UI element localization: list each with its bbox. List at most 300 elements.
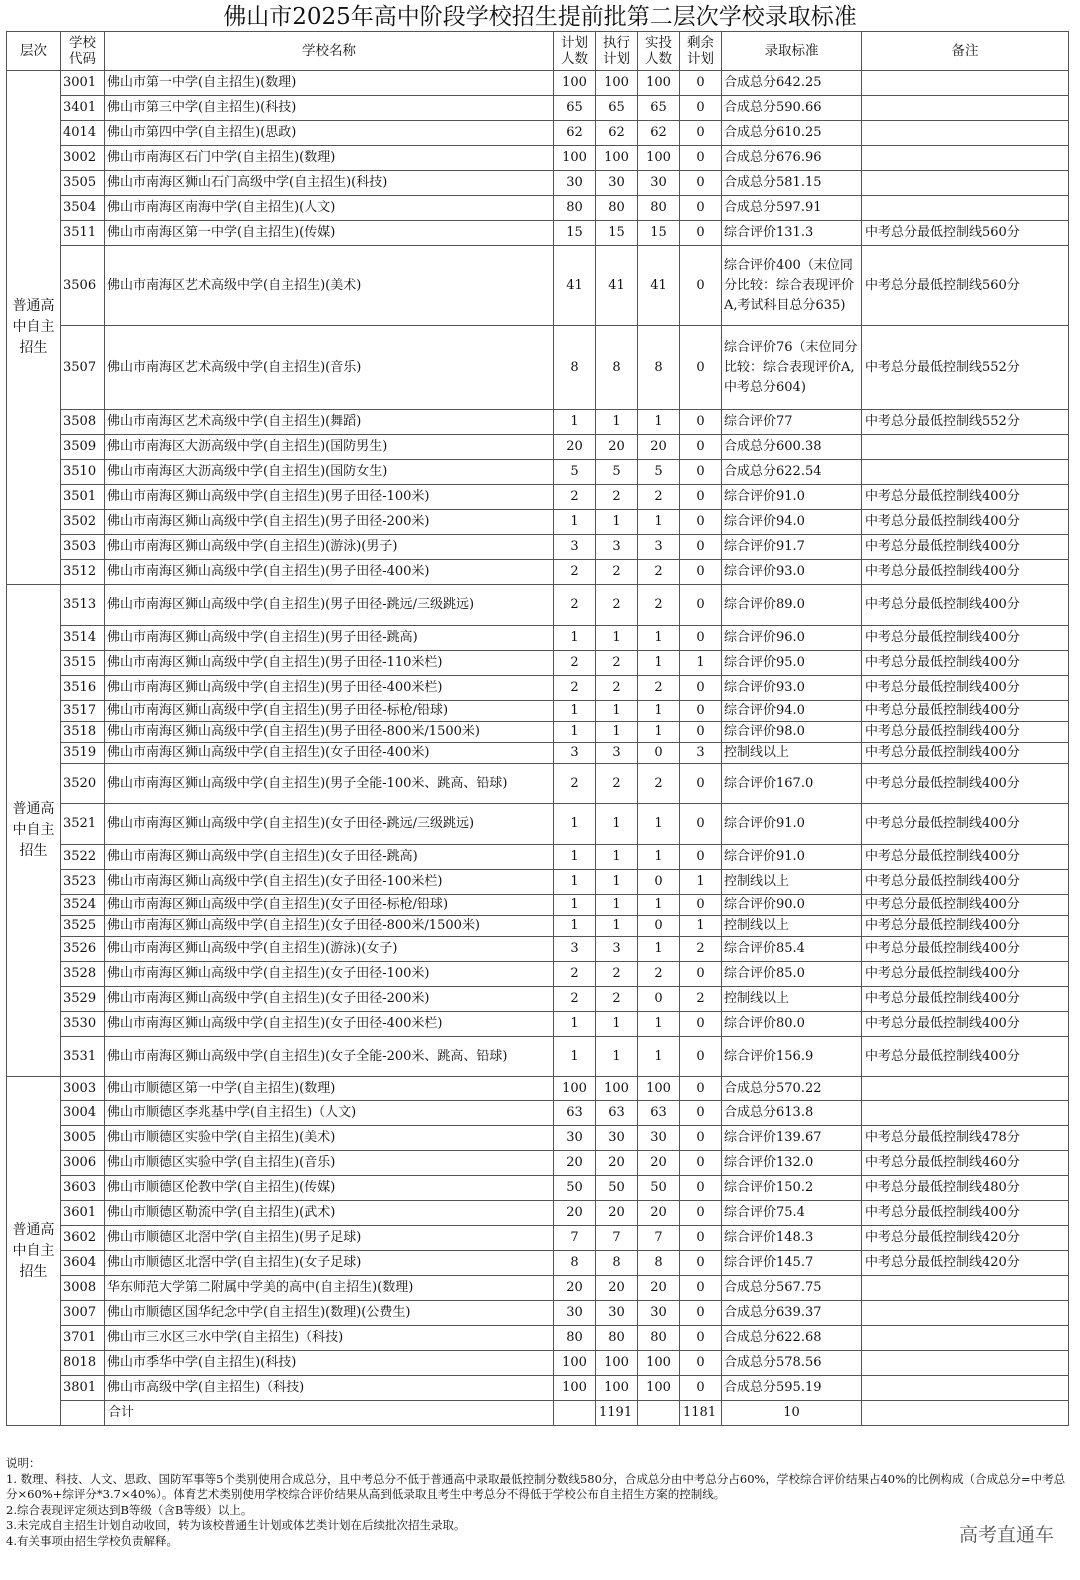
actual-count-cell: 1 xyxy=(638,722,680,743)
remaining-plan-cell: 2 xyxy=(680,937,722,962)
actual-count-cell: 100 xyxy=(638,1376,680,1401)
remaining-plan-cell: 0 xyxy=(680,722,722,743)
remaining-plan-cell: 0 xyxy=(680,221,722,246)
school-name-cell: 佛山市顺德区李兆基中学(自主招生)（人文) xyxy=(105,1101,554,1126)
exec-plan-cell: 1 xyxy=(596,701,638,722)
header-plan: 计划 人数 xyxy=(554,32,596,71)
school-code-cell: 3004 xyxy=(61,1101,105,1126)
actual-count-cell: 100 xyxy=(638,71,680,96)
plan-count-cell: 2 xyxy=(554,962,596,987)
remaining-plan-cell: 1 xyxy=(680,651,722,676)
school-name-cell: 佛山市南海区狮山高级中学(自主招生)(男子全能-100米、跳高、铅球) xyxy=(105,764,554,804)
school-code-cell: 3505 xyxy=(61,171,105,196)
school-name-cell: 佛山市南海区南海中学(自主招生)(人文) xyxy=(105,196,554,221)
actual-count-cell: 30 xyxy=(638,1301,680,1326)
remaining-plan-cell: 0 xyxy=(680,962,722,987)
admission-standard-cell: 控制线以上 xyxy=(722,916,862,937)
remaining-plan-cell: 2 xyxy=(680,987,722,1012)
plan-count-cell: 62 xyxy=(554,121,596,146)
plan-count-cell: 2 xyxy=(554,585,596,626)
exec-plan-cell: 50 xyxy=(596,1176,638,1201)
exec-plan-cell: 100 xyxy=(596,1077,638,1101)
school-name-cell: 佛山市南海区狮山高级中学(自主招生)(男子田径-400米栏) xyxy=(105,676,554,701)
actual-count-cell: 20 xyxy=(638,1151,680,1176)
exec-plan-cell: 3 xyxy=(596,535,638,560)
remaining-plan-cell: 0 xyxy=(680,1276,722,1301)
header-name: 学校名称 xyxy=(105,32,554,71)
school-name-cell: 佛山市顺德区伦教中学(自主招生)(传媒) xyxy=(105,1176,554,1201)
school-name-cell: 佛山市南海区狮山高级中学(自主招生)(男子田径-400米) xyxy=(105,560,554,585)
actual-count-cell: 1 xyxy=(638,701,680,722)
plan-count-cell: 63 xyxy=(554,1101,596,1126)
plan-count-cell: 1 xyxy=(554,510,596,535)
level-cell: 普通高中自主招生 xyxy=(7,585,61,1077)
plan-count-cell: 1 xyxy=(554,410,596,435)
school-name-cell: 佛山市南海区狮山高级中学(自主招生)(男子田径-200米) xyxy=(105,510,554,535)
remark-cell: 中考总分最低控制线400分 xyxy=(862,743,1069,764)
table-row xyxy=(7,1176,1069,1201)
school-name-cell: 佛山市第一中学(自主招生)(数理) xyxy=(105,71,554,96)
school-code-cell: 3604 xyxy=(61,1251,105,1276)
remark-cell: 中考总分最低控制线400分 xyxy=(862,651,1069,676)
actual-count-cell: 0 xyxy=(638,870,680,895)
exec-plan-cell: 100 xyxy=(596,146,638,171)
school-name-cell: 佛山市顺德区实验中学(自主招生)(美术) xyxy=(105,1126,554,1151)
remark-cell: 中考总分最低控制线400分 xyxy=(862,585,1069,626)
actual-count-cell: 0 xyxy=(638,743,680,764)
remark-cell: 中考总分最低控制线552分 xyxy=(862,410,1069,435)
total-exec-cell xyxy=(638,1401,680,1426)
table-row xyxy=(7,1276,1069,1301)
actual-count-cell: 0 xyxy=(638,987,680,1012)
school-code-cell: 3525 xyxy=(61,916,105,937)
remark-cell: 中考总分最低控制线420分 xyxy=(862,1226,1069,1251)
plan-count-cell: 1 xyxy=(554,804,596,845)
remaining-plan-cell: 0 xyxy=(680,845,722,870)
admission-standard-cell: 合成总分642.25 xyxy=(722,71,862,96)
table-row xyxy=(7,1326,1069,1351)
exec-plan-cell: 1 xyxy=(596,1012,638,1037)
table-row xyxy=(7,535,1069,560)
header-standard: 录取标准 xyxy=(722,32,862,71)
remark-cell xyxy=(862,1351,1069,1376)
remaining-plan-cell: 0 xyxy=(680,196,722,221)
table-row xyxy=(7,1301,1069,1326)
exec-plan-cell: 1 xyxy=(596,1037,638,1077)
admission-standard-cell: 合成总分613.8 xyxy=(722,1101,862,1126)
remark-cell xyxy=(862,196,1069,221)
school-code-cell: 3601 xyxy=(61,1201,105,1226)
plan-count-cell: 5 xyxy=(554,460,596,485)
table-row xyxy=(7,585,1069,626)
school-code-cell: 3503 xyxy=(61,535,105,560)
school-name-cell: 佛山市南海区狮山高级中学(自主招生)(女子田径-跳高) xyxy=(105,845,554,870)
school-code-cell: 3511 xyxy=(61,221,105,246)
actual-count-cell: 1 xyxy=(638,510,680,535)
table-row xyxy=(7,410,1069,435)
admission-standard-cell: 综合评价94.0 xyxy=(722,510,862,535)
admission-standard-cell: 综合评价93.0 xyxy=(722,560,862,585)
remark-cell xyxy=(862,96,1069,121)
exec-plan-cell: 20 xyxy=(596,435,638,460)
plan-count-cell: 2 xyxy=(554,485,596,510)
remaining-plan-cell: 0 xyxy=(680,1151,722,1176)
plan-count-cell: 100 xyxy=(554,146,596,171)
admission-standard-cell: 综合评价76（末位同分比较：综合表现评价A,中考总分604) xyxy=(722,326,862,410)
remaining-plan-cell: 0 xyxy=(680,435,722,460)
remark-cell: 中考总分最低控制线400分 xyxy=(862,845,1069,870)
total-actual-cell: 1181 xyxy=(680,1401,722,1426)
remark-cell: 中考总分最低控制线478分 xyxy=(862,1126,1069,1151)
plan-count-cell: 1 xyxy=(554,701,596,722)
table-row xyxy=(7,626,1069,651)
table-row xyxy=(7,1101,1069,1126)
plan-count-cell: 1 xyxy=(554,1037,596,1077)
actual-count-cell: 50 xyxy=(638,1176,680,1201)
admission-standard-cell: 合成总分578.56 xyxy=(722,1351,862,1376)
actual-count-cell: 2 xyxy=(638,676,680,701)
exec-plan-cell: 15 xyxy=(596,221,638,246)
plan-count-cell: 8 xyxy=(554,1251,596,1276)
school-code-cell: 3531 xyxy=(61,1037,105,1077)
actual-count-cell: 8 xyxy=(638,326,680,410)
plan-count-cell: 1 xyxy=(554,916,596,937)
table-row xyxy=(7,1201,1069,1226)
table-row xyxy=(7,804,1069,845)
actual-count-cell: 0 xyxy=(638,916,680,937)
table-row xyxy=(7,1077,1069,1101)
remark-cell: 中考总分最低控制线400分 xyxy=(862,701,1069,722)
remark-cell: 中考总分最低控制线552分 xyxy=(862,326,1069,410)
remaining-plan-cell: 0 xyxy=(680,895,722,916)
remark-cell xyxy=(862,460,1069,485)
school-code-cell: 3529 xyxy=(61,987,105,1012)
note-item: 4.有关事项由招生学校负责解释。 xyxy=(6,1533,178,1548)
actual-count-cell: 20 xyxy=(638,1276,680,1301)
remaining-plan-cell: 0 xyxy=(680,510,722,535)
school-code-cell: 3002 xyxy=(61,146,105,171)
actual-count-cell: 1 xyxy=(638,626,680,651)
exec-plan-cell: 30 xyxy=(596,1126,638,1151)
admission-standard-cell: 综合评价91.0 xyxy=(722,845,862,870)
plan-count-cell: 65 xyxy=(554,96,596,121)
plan-count-cell: 1 xyxy=(554,895,596,916)
school-code-cell: 3510 xyxy=(61,460,105,485)
table-row xyxy=(7,1037,1069,1077)
school-code-cell: 3506 xyxy=(61,246,105,326)
plan-count-cell: 3 xyxy=(554,937,596,962)
exec-plan-cell: 63 xyxy=(596,1101,638,1126)
school-code-cell: 3509 xyxy=(61,435,105,460)
remaining-plan-cell: 0 xyxy=(680,326,722,410)
total-standard-cell xyxy=(862,1401,1069,1426)
school-code-cell: 3530 xyxy=(61,1012,105,1037)
admission-standard-cell: 综合评价150.2 xyxy=(722,1176,862,1201)
remark-cell: 中考总分最低控制线400分 xyxy=(862,1201,1069,1226)
actual-count-cell: 8 xyxy=(638,1251,680,1276)
admission-standard-cell: 综合评价89.0 xyxy=(722,585,862,626)
table-row xyxy=(7,722,1069,743)
school-code-cell: 3801 xyxy=(61,1376,105,1401)
header-remark: 备注 xyxy=(862,32,1069,71)
actual-count-cell: 2 xyxy=(638,962,680,987)
exec-plan-cell: 2 xyxy=(596,764,638,804)
remaining-plan-cell: 0 xyxy=(680,121,722,146)
level-cell: 普通高中自主招生 xyxy=(7,1077,61,1426)
plan-count-cell: 30 xyxy=(554,1301,596,1326)
table-row xyxy=(7,485,1069,510)
exec-plan-cell: 100 xyxy=(596,1376,638,1401)
admission-standard-cell: 控制线以上 xyxy=(722,987,862,1012)
plan-count-cell: 2 xyxy=(554,676,596,701)
actual-count-cell: 62 xyxy=(638,121,680,146)
school-name-cell: 佛山市南海区狮山高级中学(自主招生)(男子田径-跳远/三级跳远) xyxy=(105,585,554,626)
remark-cell: 中考总分最低控制线400分 xyxy=(862,676,1069,701)
school-code-cell: 3524 xyxy=(61,895,105,916)
remark-cell xyxy=(862,1101,1069,1126)
plan-count-cell: 2 xyxy=(554,987,596,1012)
remark-cell: 中考总分最低控制线400分 xyxy=(862,895,1069,916)
admission-standard-cell: 合成总分595.19 xyxy=(722,1376,862,1401)
school-name-cell: 佛山市顺德区实验中学(自主招生)(音乐) xyxy=(105,1151,554,1176)
remaining-plan-cell: 0 xyxy=(680,246,722,326)
admission-standard-cell: 合成总分570.22 xyxy=(722,1077,862,1101)
table-row xyxy=(7,171,1069,196)
admission-standard-cell: 综合评价139.67 xyxy=(722,1126,862,1151)
remaining-plan-cell: 0 xyxy=(680,1326,722,1351)
table-row xyxy=(7,121,1069,146)
remark-cell: 中考总分最低控制线560分 xyxy=(862,246,1069,326)
actual-count-cell: 1 xyxy=(638,651,680,676)
remaining-plan-cell: 0 xyxy=(680,460,722,485)
exec-plan-cell: 3 xyxy=(596,937,638,962)
admission-standard-cell: 综合评价98.0 xyxy=(722,722,862,743)
plan-count-cell: 20 xyxy=(554,435,596,460)
actual-count-cell: 1 xyxy=(638,804,680,845)
total-row xyxy=(7,1401,1069,1426)
school-name-cell: 佛山市南海区狮山高级中学(自主招生)(女子田径-800米/1500米) xyxy=(105,916,554,937)
table-row xyxy=(7,651,1069,676)
school-name-cell: 佛山市南海区艺术高级中学(自主招生)(音乐) xyxy=(105,326,554,410)
actual-count-cell: 80 xyxy=(638,196,680,221)
table-row xyxy=(7,1351,1069,1376)
remaining-plan-cell: 3 xyxy=(680,743,722,764)
remaining-plan-cell: 0 xyxy=(680,535,722,560)
remaining-plan-cell: 0 xyxy=(680,96,722,121)
table-row xyxy=(7,196,1069,221)
remaining-plan-cell: 0 xyxy=(680,171,722,196)
header-exec: 执行 计划 xyxy=(596,32,638,71)
plan-count-cell: 100 xyxy=(554,1351,596,1376)
note-item: 2.综合表现评定须达到B等级（含B等级）以上。 xyxy=(6,1502,253,1517)
table-row xyxy=(7,1376,1069,1401)
school-code-cell: 3006 xyxy=(61,1151,105,1176)
actual-count-cell: 1 xyxy=(638,895,680,916)
exec-plan-cell: 2 xyxy=(596,651,638,676)
remaining-plan-cell: 0 xyxy=(680,626,722,651)
school-code-cell: 3518 xyxy=(61,722,105,743)
exec-plan-cell: 5 xyxy=(596,460,638,485)
exec-plan-cell: 1 xyxy=(596,804,638,845)
school-name-cell: 佛山市顺德区北滘中学(自主招生)(女子足球) xyxy=(105,1251,554,1276)
school-code-cell: 3521 xyxy=(61,804,105,845)
remaining-plan-cell: 0 xyxy=(680,1176,722,1201)
school-code-cell: 3504 xyxy=(61,196,105,221)
school-name-cell: 佛山市南海区狮山高级中学(自主招生)(男子田径-110米栏) xyxy=(105,651,554,676)
plan-count-cell: 2 xyxy=(554,560,596,585)
plan-count-cell: 2 xyxy=(554,651,596,676)
table-row xyxy=(7,96,1069,121)
remaining-plan-cell: 0 xyxy=(680,701,722,722)
table-row xyxy=(7,676,1069,701)
admission-standard-cell: 合成总分639.37 xyxy=(722,1301,862,1326)
remark-cell: 中考总分最低控制线400分 xyxy=(862,485,1069,510)
remark-cell xyxy=(862,121,1069,146)
admission-standard-cell: 合成总分597.91 xyxy=(722,196,862,221)
admission-standard-cell: 综合评价95.0 xyxy=(722,651,862,676)
actual-count-cell: 1 xyxy=(638,410,680,435)
remark-cell: 中考总分最低控制线400分 xyxy=(862,1012,1069,1037)
table-row xyxy=(7,1126,1069,1151)
school-name-cell: 佛山市南海区狮山高级中学(自主招生)(女子田径-100米) xyxy=(105,962,554,987)
school-name-cell: 佛山市三水区三水中学(自主招生)（科技) xyxy=(105,1326,554,1351)
exec-plan-cell: 100 xyxy=(596,1351,638,1376)
actual-count-cell: 100 xyxy=(638,1077,680,1101)
actual-count-cell: 20 xyxy=(638,1201,680,1226)
plan-count-cell: 20 xyxy=(554,1201,596,1226)
plan-count-cell: 3 xyxy=(554,535,596,560)
remark-cell: 中考总分最低控制线400分 xyxy=(862,626,1069,651)
admission-standard-cell: 控制线以上 xyxy=(722,743,862,764)
school-code-cell: 3508 xyxy=(61,410,105,435)
actual-count-cell: 20 xyxy=(638,435,680,460)
admission-standard-cell: 综合评价132.0 xyxy=(722,1151,862,1176)
remaining-plan-cell: 0 xyxy=(680,560,722,585)
school-name-cell: 佛山市南海区狮山高级中学(自主招生)(游泳)(女子) xyxy=(105,937,554,962)
remaining-plan-cell: 0 xyxy=(680,410,722,435)
remark-cell: 中考总分最低控制线480分 xyxy=(862,1176,1069,1201)
plan-count-cell: 30 xyxy=(554,1126,596,1151)
exec-plan-cell: 8 xyxy=(596,326,638,410)
exec-plan-cell: 1 xyxy=(596,410,638,435)
exec-plan-cell: 2 xyxy=(596,560,638,585)
remark-cell xyxy=(862,1376,1069,1401)
remark-cell: 中考总分最低控制线400分 xyxy=(862,764,1069,804)
school-code-cell: 3507 xyxy=(61,326,105,410)
plan-count-cell: 20 xyxy=(554,1276,596,1301)
exec-plan-cell: 65 xyxy=(596,96,638,121)
school-name-cell: 佛山市南海区狮山高级中学(自主招生)(女子田径-400米) xyxy=(105,743,554,764)
admission-standard-cell: 综合评价91.7 xyxy=(722,535,862,560)
admission-standard-cell: 综合评价85.4 xyxy=(722,937,862,962)
plan-count-cell: 2 xyxy=(554,764,596,804)
plan-count-cell: 1 xyxy=(554,722,596,743)
admission-standard-cell: 合成总分610.25 xyxy=(722,121,862,146)
remark-cell: 中考总分最低控制线400分 xyxy=(862,962,1069,987)
table-row xyxy=(7,701,1069,722)
school-code-cell: 3512 xyxy=(61,560,105,585)
exec-plan-cell: 1 xyxy=(596,895,638,916)
header-row xyxy=(7,32,1069,71)
total-plan-cell: 1191 xyxy=(596,1401,638,1426)
remaining-plan-cell: 0 xyxy=(680,676,722,701)
admission-standard-cell: 综合评价91.0 xyxy=(722,804,862,845)
school-code-cell: 3520 xyxy=(61,764,105,804)
exec-plan-cell: 1 xyxy=(596,510,638,535)
school-name-cell: 佛山市顺德区北滘中学(自主招生)(男子足球) xyxy=(105,1226,554,1251)
school-name-cell: 佛山市南海区狮山高级中学(自主招生)(男子田径-标枪/铅球) xyxy=(105,701,554,722)
total-label-cell: 合计 xyxy=(105,1401,554,1426)
school-code-cell: 3003 xyxy=(61,1077,105,1101)
plan-count-cell: 20 xyxy=(554,1151,596,1176)
remaining-plan-cell: 1 xyxy=(680,916,722,937)
table-row xyxy=(7,1012,1069,1037)
school-name-cell: 佛山市顺德区国华纪念中学(自主招生)(数理)(公费生) xyxy=(105,1301,554,1326)
exec-plan-cell: 2 xyxy=(596,676,638,701)
remark-cell xyxy=(862,1077,1069,1101)
admission-standard-cell: 综合评价77 xyxy=(722,410,862,435)
school-code-cell: 3514 xyxy=(61,626,105,651)
school-code-cell: 3602 xyxy=(61,1226,105,1251)
remaining-plan-cell: 0 xyxy=(680,1126,722,1151)
school-name-cell: 佛山市南海区狮山高级中学(自主招生)(女子田径-200米) xyxy=(105,987,554,1012)
exec-plan-cell: 2 xyxy=(596,585,638,626)
table-row xyxy=(7,1226,1069,1251)
remaining-plan-cell: 1 xyxy=(680,870,722,895)
plan-count-cell: 1 xyxy=(554,845,596,870)
remaining-plan-cell: 0 xyxy=(680,71,722,96)
table-row xyxy=(7,560,1069,585)
exec-plan-cell: 30 xyxy=(596,171,638,196)
admission-standard-cell: 综合评价156.9 xyxy=(722,1037,862,1077)
header-code: 学校 代码 xyxy=(61,32,105,71)
admission-standard-cell: 综合评价94.0 xyxy=(722,701,862,722)
actual-count-cell: 2 xyxy=(638,560,680,585)
admission-standard-cell: 综合评价131.3 xyxy=(722,221,862,246)
admission-standard-cell: 综合评价93.0 xyxy=(722,676,862,701)
exec-plan-cell: 80 xyxy=(596,1326,638,1351)
actual-count-cell: 65 xyxy=(638,96,680,121)
school-name-cell: 佛山市南海区第一中学(自主招生)(传媒) xyxy=(105,221,554,246)
school-name-cell: 佛山市顺德区勒流中学(自主招生)(武术) xyxy=(105,1201,554,1226)
table-row xyxy=(7,937,1069,962)
remark-cell: 中考总分最低控制线400分 xyxy=(862,937,1069,962)
school-code-cell: 3502 xyxy=(61,510,105,535)
table-row xyxy=(7,987,1069,1012)
admission-standard-cell: 综合评价167.0 xyxy=(722,764,862,804)
remaining-plan-cell: 0 xyxy=(680,1201,722,1226)
plan-count-cell: 15 xyxy=(554,221,596,246)
school-name-cell: 佛山市高级中学(自主招生)（科技) xyxy=(105,1376,554,1401)
actual-count-cell: 41 xyxy=(638,246,680,326)
remaining-plan-cell: 0 xyxy=(680,1251,722,1276)
remaining-plan-cell: 0 xyxy=(680,1101,722,1126)
plan-count-cell: 3 xyxy=(554,743,596,764)
plan-count-cell: 1 xyxy=(554,870,596,895)
remark-cell: 中考总分最低控制线560分 xyxy=(862,221,1069,246)
exec-plan-cell: 1 xyxy=(596,845,638,870)
table-row xyxy=(7,764,1069,804)
header-level: 层次 xyxy=(7,32,61,71)
school-name-cell: 佛山市南海区艺术高级中学(自主招生)(美术) xyxy=(105,246,554,326)
remaining-plan-cell: 0 xyxy=(680,1077,722,1101)
exec-plan-cell: 7 xyxy=(596,1226,638,1251)
actual-count-cell: 2 xyxy=(638,485,680,510)
school-code-cell: 3005 xyxy=(61,1126,105,1151)
remark-cell xyxy=(862,1276,1069,1301)
admission-standard-cell: 综合评价85.0 xyxy=(722,962,862,987)
remark-cell xyxy=(862,1326,1069,1351)
